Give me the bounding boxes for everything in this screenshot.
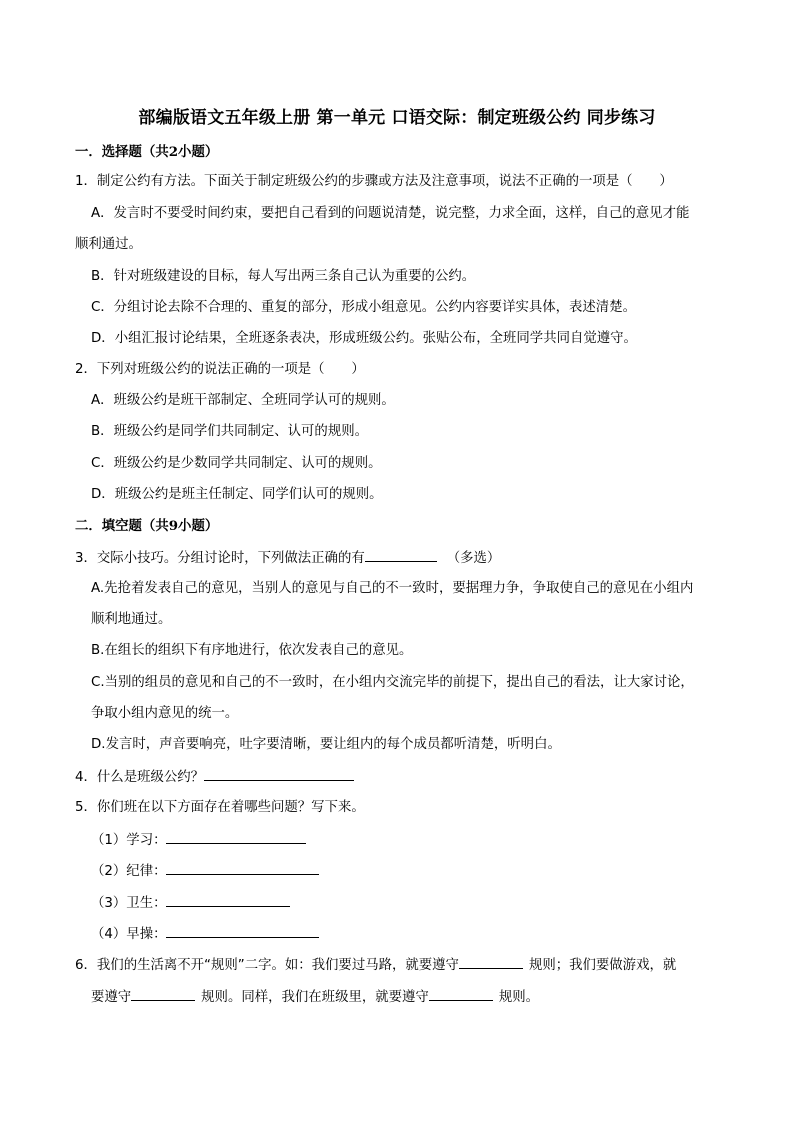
question-3-stem — [75, 547, 500, 569]
question-2-stem: 2．下列对班级公约的说法正确的一项是（ ） — [75, 362, 365, 377]
answer-blank[interactable] — [204, 766, 354, 781]
question-6-text: 6．我们的生活离不开“规则”二字。如：我们要过马路，就要遵守 — [75, 958, 459, 973]
question-5-item-label: （3）卫生： — [91, 896, 167, 911]
question-3-option-c: C.当别的组员的意见和自己的不一致时，在小组内交流完毕的前提下，提出自己的看法，让大家讨论， — [91, 675, 694, 690]
question-5-item — [91, 829, 306, 851]
question-3-option-a: A.先抢着发表自己的意见，当别人的意见与自己的不一致时，要据理力争，争取使自己的意见在小组内 — [91, 581, 694, 596]
question-3-text: 3．交际小技巧。分组讨论时，下列做法正确的有 — [75, 551, 365, 566]
question-2-option-d: D．班级公约是班主任制定、同学们认可的规则。 — [91, 487, 383, 502]
question-5-item-label: （4）早操： — [91, 927, 167, 942]
answer-blank[interactable] — [166, 892, 290, 907]
question-6-text: 规则。 — [498, 990, 539, 1005]
question-2-option-c: C．班级公约是少数同学共同制定、认可的规则。 — [91, 456, 382, 471]
question-5-stem: 5．你们班在以下方面存在着哪些问题？写下来。 — [75, 800, 365, 815]
answer-blank[interactable] — [166, 860, 319, 875]
question-4-text: 4．什么是班级公约？ — [75, 770, 205, 785]
question-1-option-d: D．小组汇报讨论结果，全班逐条表决，形成班级公约。张贴公布，全班同学共同自觉遵守。 — [91, 331, 637, 346]
question-4 — [75, 766, 354, 788]
question-6-text: 规则；我们要做游戏，就 — [528, 958, 677, 973]
answer-blank[interactable] — [166, 923, 319, 938]
question-5-item — [91, 892, 290, 914]
question-1-stem: 1．制定公约有方法。下面关于制定班级公约的步骤或方法及注意事项，说法不正确的一项是（ ） — [75, 174, 673, 189]
question-3-option-c-cont: 争取小组内意见的统一。 — [91, 706, 239, 721]
question-1-option-a-cont: 顺利通过。 — [75, 237, 142, 252]
question-6-text: 要遵守 — [91, 990, 132, 1005]
question-3-option-d: D.发言时，声音要响亮，吐字要清晰，要让组内的每个成员都听清楚，听明白。 — [91, 737, 561, 752]
question-6-text: 规则。同样，我们在班级里，就要遵守 — [201, 990, 429, 1005]
question-1-option-c: C．分组讨论去除不合理的、重复的部分，形成小组意见。公约内容要详实具体，表述清楚。 — [91, 300, 636, 315]
answer-blank[interactable] — [131, 986, 195, 1001]
answer-blank[interactable] — [429, 986, 493, 1001]
question-3-note: （多选） — [446, 551, 501, 566]
question-3-option-a-cont: 顺利地通过。 — [91, 612, 172, 627]
question-2-option-b: B．班级公约是同学们共同制定、认可的规则。 — [91, 424, 368, 439]
answer-blank[interactable] — [459, 954, 523, 969]
question-5-item-label: （1）学习： — [91, 833, 167, 848]
question-1-option-b: B．针对班级建设的目标，每人写出两三条自己认为重要的公约。 — [91, 269, 476, 284]
question-5-item — [91, 860, 319, 882]
answer-blank[interactable] — [365, 547, 437, 562]
question-1-option-a: A．发言时不要受时间约束，要把自己看到的问题说清楚，说完整，力求全面，这样，自己的意见才能 — [91, 206, 690, 221]
answer-blank[interactable] — [166, 829, 306, 844]
section-heading-choice: 一．选择题（共2小题） — [75, 144, 219, 160]
section-heading-fill: 二．填空题（共9小题） — [75, 518, 219, 534]
question-6-line-2 — [91, 986, 539, 1008]
question-5-item — [91, 923, 319, 945]
question-6-line-1 — [75, 954, 676, 976]
question-5-item-label: （2）纪律： — [91, 864, 167, 879]
page-title: 部编版语文五年级上册 第一单元 口语交际：制定班级公约 同步练习 — [138, 108, 656, 128]
question-3-option-b: B.在组长的组织下有序地进行，依次发表自己的意见。 — [91, 643, 413, 658]
question-2-option-a: A．班级公约是班干部制定、全班同学认可的规则。 — [91, 393, 395, 408]
